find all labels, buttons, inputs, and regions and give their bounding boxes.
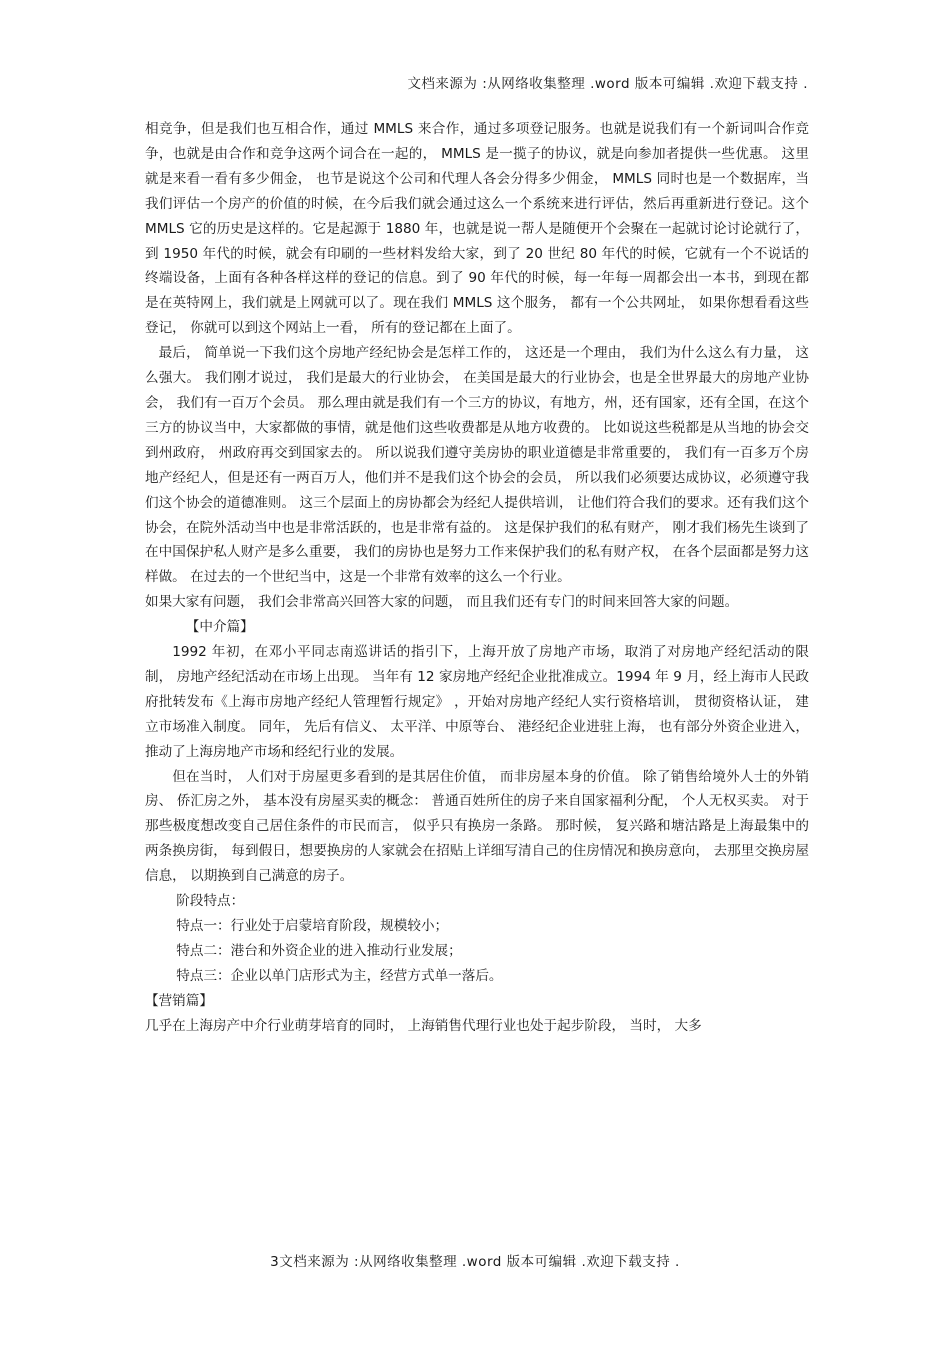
paragraph-questions: 如果大家有问题， 我们会非常高兴回答大家的问题， 而且我们还有专门的时间来回答大家的问题。 bbox=[145, 594, 739, 611]
feature-item-1: 特点一：行业处于启蒙培育阶段，规模较小； bbox=[176, 918, 449, 934]
section-title-marketing: 【营销篇】 bbox=[145, 992, 213, 1009]
paragraph-housing-value: 但在当时， 人们对于房屋更多看到的是其居住价值， 而非房屋本身的价值。 除了销售给境外人士的外销房、 侨汇房之外， 基本没有房屋买卖的概念： 普通百姓所住的房子来自国家福利分配， 个人无权买卖。 对于那些极度想改变自己居住条件的市民而言， 似乎只有换房一条路。 那时候， 复兴路和塘沽路是上海最集中的两条换房街， 每到假日，想要换房的人家就会在招贴上详细写清自己的住房情况和换房意向， 去那里交换房屋信息， 以期换到自己满意的房子。 bbox=[145, 768, 809, 885]
paragraph-association: 最后， 简单说一下我们这个房地产经纪协会是怎样工作的， 这还是一个理由， 我们为什么这么有力量， 这么强大。 我们刚才说过， 我们是最大的行业协会， 在美国是最大的行业协会，也是全世界最大的房地产业协会， 我们有一百万个会员。 那么理由就是我们有一个三方的协议，有地方，州，还有国家，还有全国，在这个三方的协议当中，大家都做的事情，就是他们这些收费都是从地方收费的。 比如说这些税都是从当地的协会交到州政府， 州政府再交到国家去的。 所以说我们遵守美房协的职业道德是非常重要的， 我们有一百多万个房地产经纪人，但是还有一两百万人，他们并不是我们这个协会的会员， 所以我们必须要达成协议，必须遵守我们这个协会的道德准则。 这三个层面上的房协都会为经纪人提供培训， 让他们符合我们的要求。还有我们这个协会，在院外活动当中也是非常活跃的，也是非常有益的。 这是保护我们的私有财产， 刚才我们杨先生谈到了在中国保护私人财产是多么重要， 我们的房协也是努力工作来保护我们的私有财产权， 在各个层面都是努力这样做。 在过去的一个世纪当中，这是一个非常有效率的这么一个行业。 bbox=[145, 345, 809, 586]
feature-item-3: 特点三：企业以单门店形式为主，经营方式单一落后。 bbox=[176, 967, 503, 984]
section-title-agency: 【中介篇】 bbox=[185, 619, 254, 636]
paragraph-1992: 1992 年初，在邓小平同志南巡讲话的指引下，上海开放了房地产市场，取消了对房地产经纪活动的限制， 房地产经纪活动在市场上出现。 当年有 12 家房地产经纪企业批准成立。1994 年 9 月，经上海市人民政府批转发布《上海市房地产经纪人管理暂行规定》 ，开始对房地产经纪人实行资格培训， 贯彻资格认证， 建立市场准入制度。 同年， 先后有信义、 太平洋、中原等台、 港经纪企业进驻上海， 也有部分外资企业进入， 推动了上海房地产市场和经纪行业的发展。 bbox=[145, 644, 809, 760]
paragraph-mmls: 相竞争，但是我们也互相合作，通过 MMLS 来合作，通过多项登记服务。也就是说我们有一个新词叫合作竞争，也就是由合作和竞争这两个词合在一起的， MMLS 是一揽子的协议，就是向参加者提供一些优惠。 这里就是来看一看有多少佣金， 也节是说这个公司和代理人各会分得多少佣金， MMLS 同时也是一个数据库，当我们评估一个房产的价值的时候，在今后我们就会通过这么一个系统来进行评估，然后再重新进行登记。这个 MMLS 它的历史是这样的。它是起源于 1880 年，也就是说一帮人是随便开个会聚在一起就讨论讨论就行了，到 1950 年代的时候，就会有印刷的一些材料发给大家，到了 20 世纪 80 年代的时候，它就有一个不说话的终端设备，上面有各种各样这样的登记的信息。到了 90 年代的时候，每一年每一周都会出一本书，到现在都是在英特网上，我们就是上网就可以了。现在我们 MMLS 这个服务， 都有一个公共网址， 如果你想看看这些登记， 你就可以到这个网站上一看， 所有的登记都在上面了。 bbox=[145, 121, 809, 337]
page-header: 文档来源为 :从网络收集整理 .word 版本可编辑 .欢迎下载支持 . bbox=[407, 76, 808, 92]
document-body bbox=[145, 117, 809, 1039]
feature-item-2: 特点二：港台和外资企业的进入推动行业发展； bbox=[176, 942, 462, 959]
stage-features-title: 阶段特点： bbox=[176, 893, 245, 910]
paragraph-marketing: 几乎在上海房产中介行业萌芽培育的同时， 上海销售代理行业也处于起步阶段， 当时， 大多 bbox=[145, 1017, 702, 1034]
page-footer: 3文档来源为 :从网络收集整理 .word 版本可编辑 .欢迎下载支持 . bbox=[270, 1254, 680, 1270]
